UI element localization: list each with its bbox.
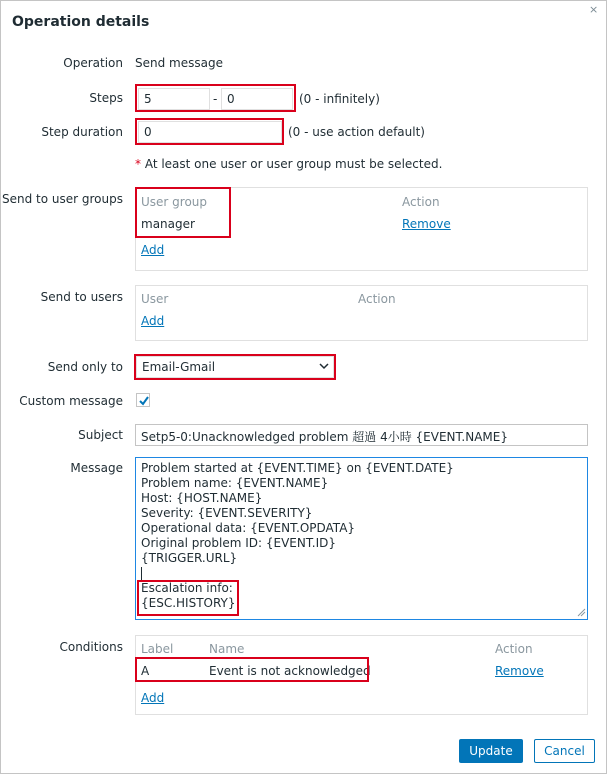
add-user-link[interactable]: Add bbox=[141, 314, 165, 328]
message-label: Message bbox=[70, 461, 123, 475]
condition-name-header: Name bbox=[209, 642, 245, 656]
send-only-to-select[interactable] bbox=[136, 356, 334, 378]
users-action-header: Action bbox=[358, 292, 396, 306]
message-line: {TRIGGER.URL} bbox=[141, 551, 238, 565]
condition-action-header: Action bbox=[495, 642, 533, 656]
user-groups-action-header: Action bbox=[402, 195, 440, 209]
required-warning bbox=[135, 157, 442, 171]
user-groups-label: Send to user groups bbox=[2, 192, 123, 206]
users-label: Send to users bbox=[40, 290, 123, 304]
message-line: Host: {HOST.NAME} bbox=[141, 491, 263, 505]
add-condition-link[interactable]: Add bbox=[141, 691, 165, 705]
message-line: Operational data: {EVENT.OPDATA} bbox=[141, 521, 356, 535]
operation-label: Operation bbox=[63, 56, 123, 70]
update-button[interactable]: Update bbox=[459, 739, 523, 763]
message-line: {ESC.HISTORY} bbox=[141, 596, 236, 610]
condition-row-name: Event is not acknowledged bbox=[209, 664, 371, 678]
chevron-down-icon bbox=[319, 363, 329, 370]
send-only-to-value: Email-Gmail bbox=[142, 360, 216, 374]
subject-input[interactable]: Setp5-0:Unacknowledged problem 超過 4小時 {EVENT.NAME} bbox=[135, 424, 588, 446]
step-duration-input[interactable]: 0 bbox=[138, 121, 282, 143]
user-group-column-header: User group bbox=[141, 195, 208, 209]
message-line: Problem name: {EVENT.NAME} bbox=[141, 476, 329, 490]
cancel-button[interactable]: Cancel bbox=[534, 739, 595, 763]
message-line: Escalation info: bbox=[141, 581, 233, 595]
steps-from-input[interactable]: 5 bbox=[138, 88, 210, 110]
condition-label-header: Label bbox=[141, 642, 174, 656]
steps-to-input[interactable]: 0 bbox=[221, 88, 293, 110]
step-duration-label: Step duration bbox=[41, 125, 123, 139]
message-line bbox=[141, 566, 582, 581]
condition-row-label: A bbox=[141, 664, 150, 678]
resize-handle-icon[interactable] bbox=[576, 607, 586, 617]
close-icon[interactable]: × bbox=[589, 3, 599, 16]
message-textarea[interactable] bbox=[135, 457, 588, 620]
custom-message-checkbox[interactable] bbox=[136, 393, 150, 407]
user-group-row-name: manager bbox=[141, 217, 195, 231]
subject-label: Subject bbox=[78, 428, 123, 442]
operation-value: Send message bbox=[135, 56, 223, 70]
message-line: Severity: {EVENT.SEVERITY} bbox=[141, 506, 313, 520]
step-duration-hint: (0 - use action default) bbox=[288, 125, 425, 139]
send-only-to-label: Send only to bbox=[47, 360, 123, 374]
message-line: Problem started at {EVENT.TIME} on {EVENT.DATE} bbox=[141, 461, 454, 475]
conditions-label: Conditions bbox=[59, 640, 123, 654]
required-warning-text: At least one user or user group must be selected. bbox=[141, 157, 443, 171]
checkmark-icon bbox=[138, 395, 150, 407]
steps-hint: (0 - infinitely) bbox=[299, 92, 380, 106]
required-asterisk: * bbox=[135, 157, 141, 171]
message-line: Original problem ID: {EVENT.ID} bbox=[141, 536, 336, 550]
add-user-group-link[interactable]: Add bbox=[141, 243, 165, 257]
remove-user-group-link[interactable]: Remove bbox=[402, 217, 451, 231]
custom-message-label: Custom message bbox=[19, 394, 123, 408]
text-cursor bbox=[141, 567, 142, 581]
steps-separator: - bbox=[213, 92, 218, 106]
steps-label: Steps bbox=[89, 91, 123, 105]
remove-condition-link[interactable]: Remove bbox=[495, 664, 544, 678]
dialog-title: Operation details bbox=[12, 14, 150, 30]
user-column-header: User bbox=[141, 292, 169, 306]
